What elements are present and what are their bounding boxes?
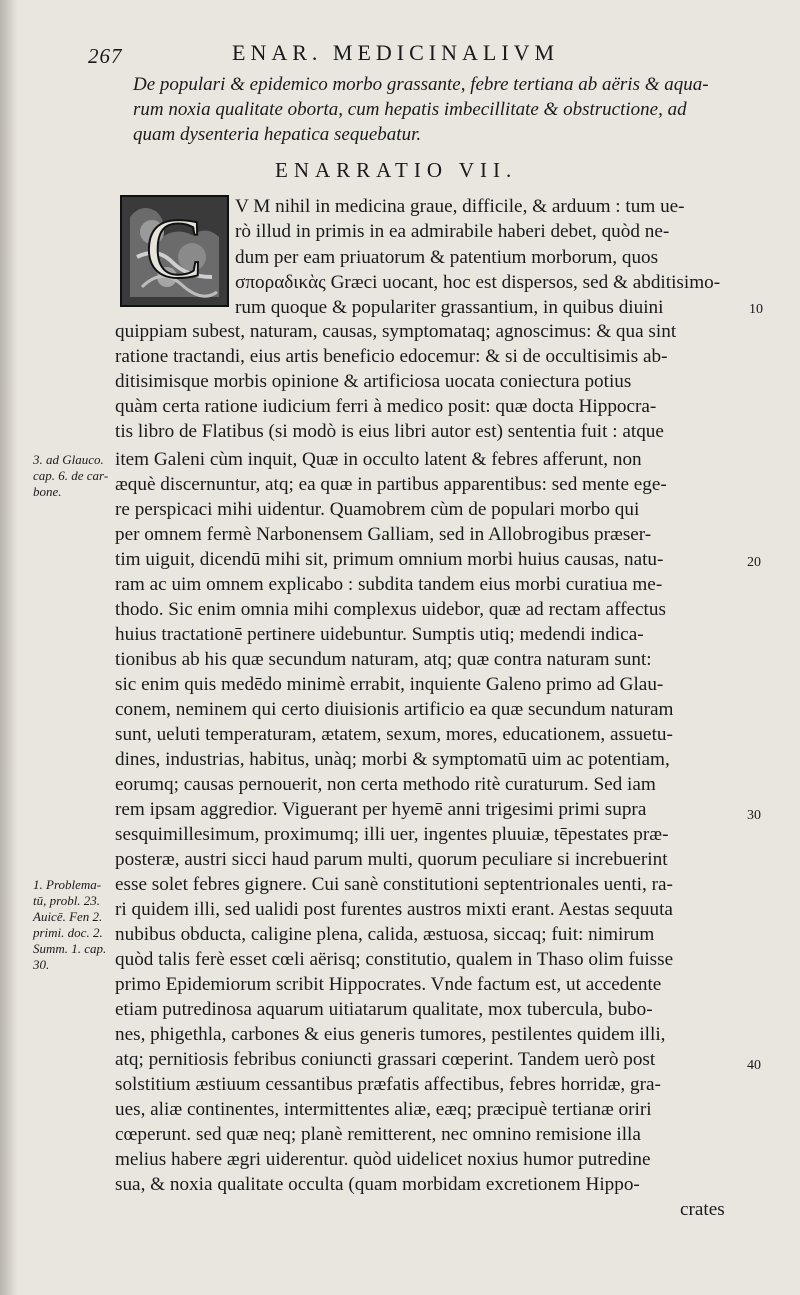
margin-note-line: cap. 6. de car- [33, 468, 109, 483]
margin-note-line: 30. [33, 957, 50, 972]
chapter-title [133, 72, 753, 147]
body-line: quòd talis ferè esset cœli aërisq; constitutio, qualem in Thaso olim fuisse [115, 949, 674, 970]
body-line: σποραδικὰς Græci uocant, hoc est dispersos, sed & abditisimo- [235, 272, 721, 293]
body-line: primo Epidemiorum scribit Hippocrates. Vnde factum est, ut accedente [115, 974, 662, 995]
body-line: quàm certa ratione iudicium ferri à medico posit: quæ docta Hippocra- [115, 396, 657, 417]
body-line: cœperunt. sed quæ neq; planè remitterent, nec omnino remisione illa [115, 1124, 641, 1145]
line-number: 10 [749, 302, 763, 317]
body-line: quippiam subest, naturam, causas, symptomataq; agnoscimus: & qua sint [115, 321, 677, 342]
body-line: dines, industrias, habitus, unàq; morbi & symptomatū uim ac potentiam, [115, 749, 670, 770]
body-line: ram ac uim omnem explicabo : subdita tandem eius morbi curatiua me- [115, 574, 663, 595]
body-line: sic enim quis medēdo minimè errabit, inquiente Galeno primo ad Glau- [115, 674, 664, 695]
page-number: 267 [88, 44, 123, 68]
chapter-title-line: rum noxia qualitate oborta, cum hepatis imbecillitate & obstructione, ad [133, 99, 687, 120]
section-heading: ENARRATIO VII. [275, 158, 518, 182]
body-line: nubibus obducta, caligine plena, calida, æstuosa, siccaq; fuit: nimirum [115, 924, 655, 945]
running-head: ENAR. MEDICINALIVM [232, 40, 560, 65]
body-line: tis libro de Flatibus (si modò is eius libri autor est) sententia fuit : atque [115, 421, 664, 442]
margin-note-line: Auicē. Fen 2. [33, 909, 103, 924]
body-line: nes, phigethla, carbones & eius generis tumores, pestilentes quidem illi, [115, 1024, 666, 1045]
body-line: esse solet febres gignere. Cui sanè constitutioni septentrionales uenti, ra- [115, 874, 673, 895]
body-line: etiam putredinosa aquarum uitiatarum qualitate, mox tubercula, bubo- [115, 999, 653, 1020]
body-line: melius habere ægri uiderentur. quòd uidelicet noxius humor putredine [115, 1149, 651, 1170]
body-line: dum per eam priuatorum & patentium morborum, quos [235, 247, 659, 268]
margin-note-line: 1. Problema- [33, 877, 102, 892]
line-number: 40 [747, 1058, 761, 1073]
body-line: re perspicaci mihi uidentur. Quamobrem cùm de populari morbo qui [115, 499, 640, 520]
body-line: rum quoque & populariter grassantium, in quibus diuini [235, 297, 664, 318]
body-line: eorumq; causas pernouerit, non certa methodo ritè curaturum. Sed iam [115, 774, 656, 795]
body-line: solstitium æstiuum cessantibus præfatis affectibus, febres horridæ, gra- [115, 1074, 661, 1095]
body-line: posteræ, austri sicci haud parum multi, quorum peculiare si increbuerint [115, 849, 668, 870]
body-line: huius tractationē pertinere uidebuntur. Sumptis utiq; medendi indica- [115, 624, 644, 645]
svg-text:C: C [145, 200, 203, 296]
body-line: conem, neminem qui certo diuisionis artificio ea quæ secundum naturam [115, 699, 674, 720]
margin-note-line: Summ. 1. cap. [33, 941, 107, 956]
body-line: sesquimillesimum, proximumq; illi uer, ingentes pluuiæ, tēpestates præ- [115, 824, 669, 845]
body-line: ri quidem illi, sed ualidi post furentes austros mixti erant. Aestas sequuta [115, 899, 673, 920]
body-line: per omnem fermè Narbonensem Galliam, sed in Allobrogibus præser- [115, 524, 652, 545]
decorated-initial-icon [120, 195, 229, 307]
body-line: ditisimisque morbis opinione & artificiosa uocata coniectura potius [115, 371, 632, 392]
line-number: 20 [747, 555, 761, 570]
body-line: thodo. Sic enim omnia mihi complexus uidebor, quæ ad rectam affectus [115, 599, 666, 620]
body-line: atq; pernitiosis febribus coniuncti grassari cœperint. Tandem uerò post [115, 1049, 656, 1070]
gutter-shadow [0, 0, 18, 1295]
chapter-title-line: quam dysenteria hepatica sequebatur. [133, 124, 422, 145]
margin-note-line: bone. [33, 484, 62, 499]
body-line: tim uiguit, dicendū mihi sit, primum omnium morbi huius causas, natu- [115, 549, 664, 570]
margin-note-line: primi. doc. 2. [33, 925, 103, 940]
body-line: ues, aliæ continentes, intermittentes aliæ, eæq; præcipuè tertianæ oriri [115, 1099, 652, 1120]
body-line: rò illud in primis in ea admirabile haberi debet, quòd ne- [235, 221, 670, 242]
line-number: 30 [747, 808, 761, 823]
margin-note-line: 3. ad Glauco. [33, 452, 104, 467]
chapter-title-line: De populari & epidemico morbo grassante, febre tertiana ab aëris & aqua- [133, 74, 709, 95]
margin-note [33, 877, 106, 973]
body-line: tionibus ab his quæ secundum naturam, atq; quæ contra naturam sunt: [115, 649, 652, 670]
body-line: ratione tractandi, eius artis beneficio edocemur: & si de occultisimis ab- [115, 346, 668, 367]
body-line: sua, & noxia qualitate occulta (quam morbidam excretionem Hippo- [115, 1174, 640, 1195]
body-line: æquè discernuntur, atq; ea quæ in partibus apparentibus: sed mente ege- [115, 474, 667, 495]
body-line: sunt, ueluti temperaturam, ætatem, sexum, mores, educationem, assuetu- [115, 724, 673, 745]
margin-note [33, 452, 108, 500]
body-line: rem ipsam aggredior. Viguerant per hyemē anni trigesimi primi supra [115, 799, 647, 820]
margin-note-line: tū, probl. 23. [33, 893, 101, 908]
catchword: crates [680, 1199, 725, 1220]
body-line: item Galeni cùm inquit, Quæ in occulto latent & febres afferunt, non [115, 449, 642, 470]
body-line: V M nihil in medicina graue, difficile, & arduum : tum ue- [235, 196, 685, 217]
